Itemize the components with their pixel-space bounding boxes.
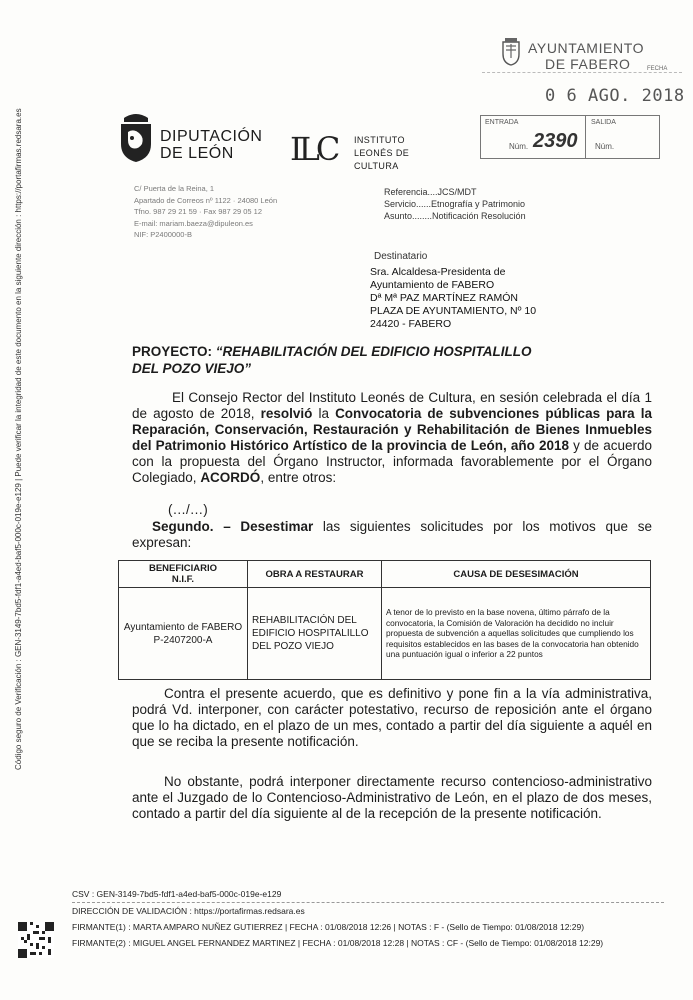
address-line: NIF: P2400000-B bbox=[134, 230, 192, 239]
reference-block bbox=[384, 186, 526, 222]
stamp-date: 0 6 AGO. 2018 bbox=[545, 86, 685, 106]
stamp-salida-label: SALIDA bbox=[591, 119, 616, 126]
p1-text: y de acuerdo con la propuesta del Órgano Instructor, informada favorablemente por el Órgano Colegiado, bbox=[132, 438, 652, 485]
col-header-obra: OBRA A RESTAURAR bbox=[248, 561, 382, 588]
paragraph-recurso-reposicion: Contra el presente acuerdo, que es definitivo y pone fin a la vía administrativa, podrá Vd. interponer, con carácter potestativo, recurso de reposición ante el órgano que lo ha dictado, en el plazo de un mes, contado a partir del día siguiente a aquél en que se reciba la presente notificación. bbox=[132, 686, 652, 749]
destinatario-address bbox=[370, 266, 536, 331]
footer-separator bbox=[72, 902, 664, 903]
destinatario-line: 24420 - FABERO bbox=[370, 318, 452, 330]
proyecto-prefix: PROYECTO: bbox=[132, 344, 213, 359]
destinatario-line: PLAZA DE AYUNTAMIENTO, Nº 10 bbox=[370, 305, 537, 317]
table-header-row bbox=[119, 561, 651, 588]
col-header-beneficiario bbox=[119, 561, 248, 588]
footer-csv: CSV : GEN-3149-7bd5-fdf1-a4ed-baf5-000c-019e-e129 bbox=[72, 889, 282, 899]
paragraph-segundo bbox=[132, 519, 652, 551]
cell-beneficiario bbox=[119, 588, 248, 680]
header-nif: N.I.F. bbox=[171, 574, 195, 585]
side-verification-text: Código seguro de Verificación : GEN-3149-7bd5-fdf1-a4ed-baf5-000c-019e-e129 | Puede verificar la integridad de este documento en la siguiente dirección : https://portafirmas.redsara.es bbox=[14, 108, 23, 770]
solicitudes-table bbox=[118, 560, 651, 680]
col-header-causa: CAUSA DE DESESIMACIÓN bbox=[382, 561, 651, 588]
ellipsis: (…/…) bbox=[168, 502, 208, 517]
footer-firmante-1: FIRMANTE(1) : MARTA AMPARO NUÑEZ GUTIERREZ | FECHA : 01/08/2018 12:26 | NOTAS : F - (Sello de Tiempo: 01/08/2018 12:29) bbox=[72, 922, 585, 932]
paragraph-contencioso: No obstante, podrá interponer directamente recurso contencioso-administrativo ante el Juzgado de lo Contencioso-Administrativo de León, en el plazo de dos meses, contado a partir del día siguiente al de la recepción de la presente notificación. bbox=[132, 774, 652, 821]
stamp-ayuntamiento: AYUNTAMIENTO bbox=[528, 40, 645, 56]
ilc-logo-mark: ILC bbox=[290, 130, 337, 168]
footer-direccion: DIRECCIÓN DE VALIDACIÓN : https://portafirmas.redsara.es bbox=[72, 906, 305, 916]
stamp-num-label-2: Núm. bbox=[595, 142, 615, 151]
reference-line: Referencia....JCS/MDT bbox=[384, 187, 477, 197]
obra-line: DEL POZO VIEJO bbox=[252, 641, 334, 652]
ilc-line3: CULTURA bbox=[354, 161, 399, 171]
beneficiario-value: Ayuntamiento de FABERO bbox=[123, 621, 243, 633]
address-line: E-mail: mariam.baeza@dipuleon.es bbox=[134, 218, 253, 228]
diputacion-crest-icon bbox=[118, 112, 154, 164]
p1-convocatoria: Convocatoria de subvenciones públicas para la Reparación, Conservación, Restauración y Rehabilitación de Bienes Inmuebles del Patrimonio Histórico Artístico de la provincia de León, año 2018 bbox=[132, 406, 652, 453]
cell-obra bbox=[248, 588, 382, 680]
diputacion-line1: DIPUTACIÓN bbox=[160, 128, 263, 145]
service-line: Servicio......Etnografía y Patrimonio bbox=[384, 199, 526, 209]
paragraph-consejo bbox=[132, 390, 652, 486]
destinatario-label: Destinatario bbox=[374, 251, 428, 262]
destinatario-line: Sra. Alcaldesa-Presidenta de bbox=[370, 266, 506, 278]
p1-acordo: ACORDÓ bbox=[200, 470, 261, 485]
footer-firmante-2: FIRMANTE(2) : MIGUEL ANGEL FERNANDEZ MARTINEZ | FECHA : 01/08/2018 12:28 | NOTAS : CF - (Sello de Tiempo: 01/08/2018 12:29) bbox=[72, 938, 604, 948]
subject-line: Asunto........Notificación Resolución bbox=[384, 211, 526, 221]
obra-line: EDIFICIO HOSPITALILLO bbox=[252, 628, 369, 639]
diputacion-line2: DE LEÓN bbox=[160, 145, 234, 162]
stamp-divider bbox=[482, 72, 682, 73]
proyecto-title-cont: DEL POZO VIEJO” bbox=[132, 361, 252, 376]
proyecto-heading bbox=[132, 343, 652, 377]
stamp-num-label: Núm. bbox=[509, 142, 529, 151]
stamp-num-value: 2390 bbox=[533, 130, 578, 152]
address-line: Apartado de Correos nº 1122 · 24080 León bbox=[134, 195, 278, 205]
address-block bbox=[134, 183, 277, 241]
stamp-crest-icon bbox=[500, 38, 522, 66]
proyecto-title: “REHABILITACIÓN DEL EDIFICIO HOSPITALILLO bbox=[212, 344, 532, 359]
segundo-text: las siguientes solicitudes por los motivos que se expresan: bbox=[132, 519, 652, 550]
destinatario-line: Dª Mª PAZ MARTÍNEZ RAMÓN bbox=[370, 292, 518, 304]
p1-text: El Consejo Rector del Instituto Leonés de Cultura, en sesión celebrada el día 1 de agosto de 2018, bbox=[132, 390, 652, 421]
stamp-registry-box bbox=[480, 115, 660, 159]
ilc-line1: INSTITUTO bbox=[354, 135, 405, 145]
p1-resolvio: resolvió bbox=[260, 406, 313, 421]
stamp-fecha-label: FECHA bbox=[647, 66, 668, 72]
address-line: C/ Puerta de la Reina, 1 bbox=[134, 184, 215, 193]
address-line: Tfno. 987 29 21 59 · Fax 987 29 05 12 bbox=[134, 207, 263, 216]
p1-text: , entre otros: bbox=[260, 470, 337, 485]
segundo-label: Segundo. – Desestimar bbox=[152, 519, 314, 534]
cell-causa: A tenor de lo previsto en la base novena, último párrafo de la convocatoria, la Comisión de Valoración ha decidido no incluir propuesta de subvención a aquellas solicitudes que cumpliendo los requisitos establecidos en las bases de la convocatoria han obtenido una puntuación igual o inferior a 22 puntos bbox=[382, 588, 651, 680]
stamp-entrada-label: ENTRADA bbox=[485, 119, 519, 126]
destinatario-line: Ayuntamiento de FABERO bbox=[370, 279, 495, 291]
stamp-fabero: DE FABERO bbox=[545, 56, 631, 72]
header-beneficiario: BENEFICIARIO bbox=[148, 563, 218, 574]
nif-value: P-2407200-A bbox=[153, 634, 213, 646]
p1-text: la bbox=[312, 406, 336, 421]
obra-line: REHABILITACIÓN DEL bbox=[252, 615, 357, 626]
qr-code-icon bbox=[18, 922, 54, 958]
table-row bbox=[119, 588, 651, 680]
ilc-line2: LEONÉS DE bbox=[354, 148, 410, 158]
